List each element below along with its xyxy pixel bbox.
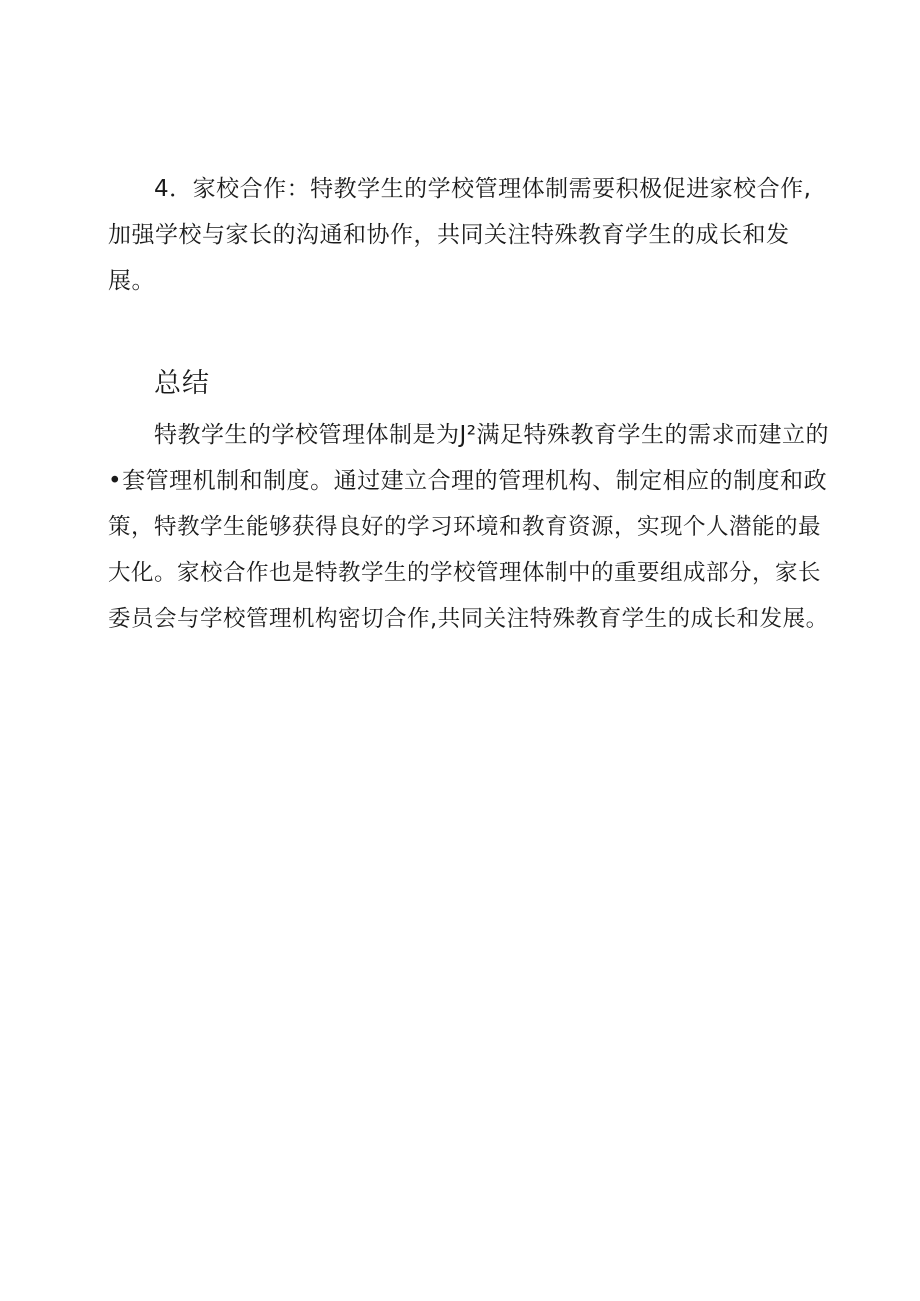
paragraph-line: 加强学校与家长的沟通和协作，共同关注特殊教育学生的成长和发 (108, 222, 790, 248)
paragraph-line: 大化。家校合作也是特教学生的学校管理体制中的重要组成部分，家长 (108, 560, 822, 586)
paragraph-line: 4．家校合作：特教学生的学校管理体制需要积极促进家校合作, (154, 176, 812, 202)
paragraph-line: 委员会与学校管理机构密切合作,共同关注特殊教育学生的成长和发展。 (108, 606, 829, 632)
summary-paragraph (108, 412, 830, 642)
paragraph-line: 策，特教学生能够获得良好的学习环境和教育资源，实现个人潜能的最 (108, 514, 822, 540)
item-4-paragraph (108, 166, 830, 304)
paragraph-line: 展。 (108, 268, 155, 294)
summary-heading: 总结 (154, 368, 210, 399)
paragraph-line: 特教学生的学校管理体制是为J²满足特殊教育学生的需求而建立的 (154, 422, 830, 448)
paragraph-line: •套管理机制和制度。通过建立合理的管理机构、制定相应的制度和政 (108, 468, 828, 494)
